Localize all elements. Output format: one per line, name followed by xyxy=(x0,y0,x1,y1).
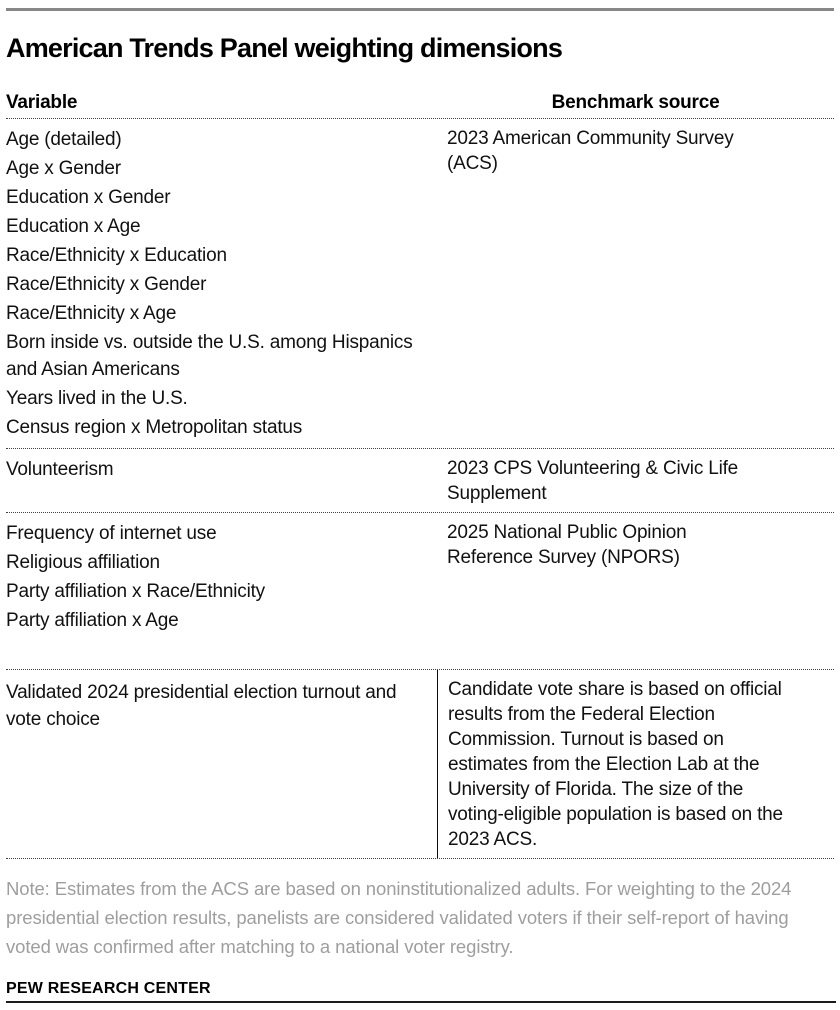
table-row xyxy=(6,513,834,670)
variable-item: Age x Gender xyxy=(6,158,121,179)
table-header xyxy=(6,92,834,119)
benchmark-text: 2023 CPS Volunteering & Civic Life Supplement xyxy=(447,458,739,504)
figure-page xyxy=(0,8,840,1010)
variable-item: Race/Ethnicity x Gender xyxy=(6,274,207,295)
variable-item: Volunteerism xyxy=(6,459,114,480)
table-row xyxy=(6,119,834,449)
variable-item: Validated 2024 presidential election turnout and vote choice xyxy=(6,682,397,730)
variable-cell xyxy=(6,513,437,669)
benchmark-text: 2023 American Community Survey (ACS) xyxy=(447,128,734,174)
column-header-benchmark: Benchmark source xyxy=(551,92,720,113)
variable-item: Age (detailed) xyxy=(6,129,122,150)
variable-item: Party affiliation x Race/Ethnicity xyxy=(6,581,265,602)
variable-item: Race/Ethnicity x Age xyxy=(6,303,177,324)
column-header-variable: Variable xyxy=(6,92,78,113)
page-title: American Trends Panel weighting dimensions xyxy=(6,33,563,63)
benchmark-cell xyxy=(437,513,834,669)
footer-brand: PEW RESEARCH CENTER xyxy=(6,979,211,997)
variable-item: Years lived in the U.S. xyxy=(6,388,188,409)
top-rule xyxy=(6,8,834,11)
variable-item: Education x Age xyxy=(6,216,141,237)
variable-item: Religious affiliation xyxy=(6,552,160,573)
variable-cell xyxy=(6,670,437,858)
variable-item: Frequency of internet use xyxy=(6,523,217,544)
benchmark-cell xyxy=(437,670,834,858)
bottom-rule xyxy=(6,1001,836,1003)
benchmark-cell xyxy=(437,119,834,448)
benchmark-text: Candidate vote share is based on official results from the Federal Election Commission. Turnout is based on estimates from the Election Lab at the University of Florida. The size of the voting-eligible population is based on the 2023 ACS. xyxy=(448,679,783,850)
benchmark-cell xyxy=(437,449,834,512)
note-text: Note: Estimates from the ACS are based on noninstitutionalized adults. For weighting to the 2024 presidential election results, panelists are considered validated voters if their self-report of having voted was confirmed after matching to a national voter registry. xyxy=(6,878,792,957)
variable-cell xyxy=(6,449,437,512)
table-row xyxy=(6,670,834,859)
variable-item: Census region x Metropolitan status xyxy=(6,417,303,438)
variable-item: Born inside vs. outside the U.S. among Hispanics and Asian Americans xyxy=(6,332,413,380)
benchmark-text: 2025 National Public Opinion Reference Survey (NPORS) xyxy=(447,522,687,568)
table xyxy=(6,119,834,859)
variable-item: Race/Ethnicity x Education xyxy=(6,245,227,266)
variable-item: Education x Gender xyxy=(6,187,171,208)
table-row xyxy=(6,449,834,513)
variable-item: Party affiliation x Age xyxy=(6,610,179,631)
variable-cell xyxy=(6,119,437,448)
